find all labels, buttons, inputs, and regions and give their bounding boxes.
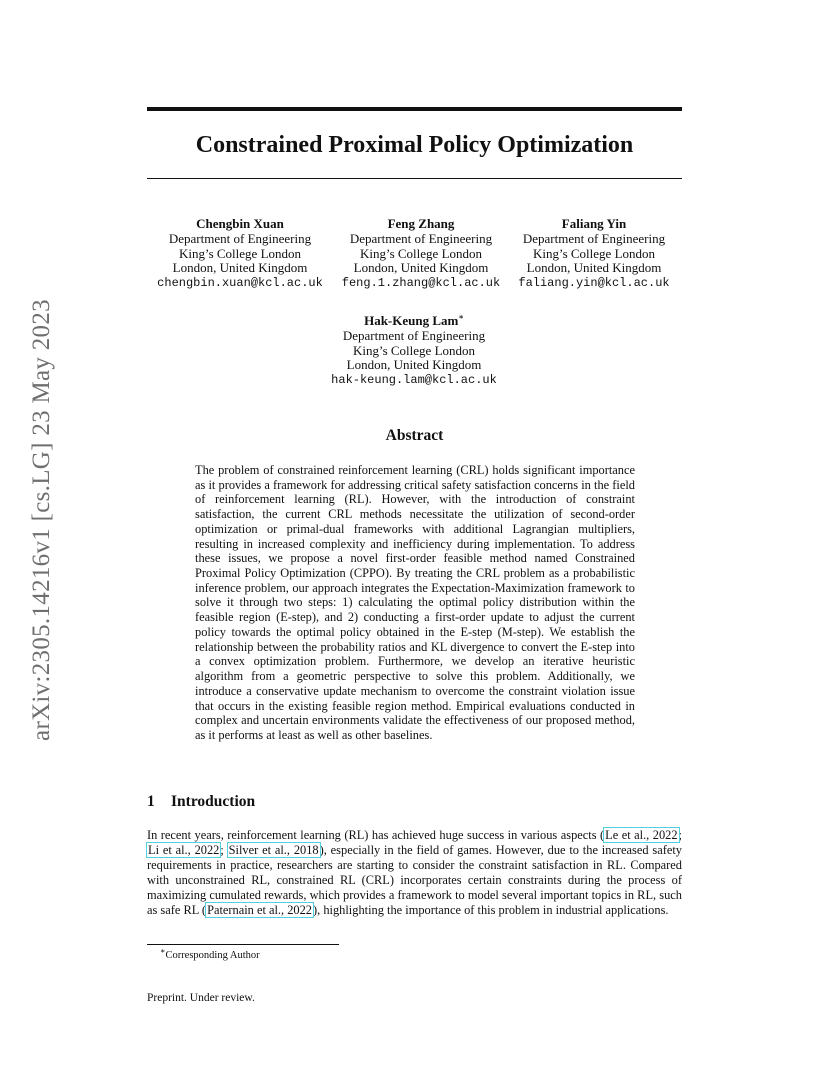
author-block bbox=[140, 217, 340, 291]
author-name: Faliang Yin bbox=[561, 216, 627, 231]
section-number: 1 bbox=[147, 793, 155, 810]
author-institution: King’s College London bbox=[178, 245, 302, 261]
author-institution: King’s College London bbox=[532, 245, 656, 261]
footnote-text: Corresponding Author bbox=[165, 950, 260, 961]
paragraph-text: ), highlighting the importance of this problem in industrial applications. bbox=[313, 902, 669, 917]
preprint-notice: Preprint. Under review. bbox=[147, 992, 255, 1004]
paragraph-text: ), especially in the field of games. However, due to the increased safety requirements in practice, researchers are starting to consider the constraint satisfaction in RL. Compared with unconstrained RL, constrained RL (CRL) incorporates certain constraints during the process of maximizing cumulated rewards, which provides a framework to model several important topics in RL, such as safe RL ( bbox=[147, 842, 682, 917]
footnote-marker: ∗ bbox=[160, 946, 166, 956]
section-heading bbox=[147, 792, 255, 812]
author-email: chengbin.xuan@kcl.ac.uk bbox=[157, 276, 323, 291]
abstract-heading: Abstract bbox=[385, 427, 444, 444]
introduction-paragraph bbox=[147, 828, 682, 917]
citation-link[interactable]: Silver et al., 2018 bbox=[228, 842, 319, 857]
abstract-text: The problem of constrained reinforcement learning (CRL) holds significant importance as it provides a framework for addressing critical safety satisfaction concerns in the field of reinforcement learning (RL). However, with the introduction of constraint satisfaction, the current CRL methods necessitate the utilization of second-order optimization or primal-dual frameworks with additional Lagrangian multipliers, resulting in increased complexity and inefficiency during implementation. To address these issues, we propose a novel first-order feasible method named Constrained Proximal Policy Optimization (CPPO). By treating the CRL problem as a probabilistic inference problem, our approach integrates the Expectation-Maximization framework to solve it through two steps: 1) calculating the optimal policy distribution within the feasible region (E-step), and 2) conducting a first-order update to adjust the current policy towards the optimal policy obtained in the E-step (M-step). We establish the relationship between the probability ratios and KL divergence to convert the E-step into a convex optimization problem. Furthermore, we develop an iterative heuristic algorithm from a geometric perspective to solve this problem. Additionally, we introduce a conservative update mechanism to overcome the constraint violation issue that occurs in the existing feasible region method. Empirical evaluations conducted in complex and uncertain environments validate the effectiveness of our proposed method, as it performs at least as well as other baselines. bbox=[195, 463, 635, 742]
citation-link[interactable]: Le et al., 2022 bbox=[605, 828, 678, 842]
paragraph-text: ; bbox=[678, 828, 682, 842]
section-title: Introduction bbox=[171, 793, 256, 810]
footnote-rule bbox=[147, 944, 339, 945]
author-department: Department of Engineering bbox=[168, 230, 312, 246]
paragraph-text: ; bbox=[220, 842, 228, 857]
arxiv-identifier-stamp bbox=[22, 280, 62, 760]
corresponding-author-marker: ∗ bbox=[458, 312, 464, 322]
author-email: faliang.yin@kcl.ac.uk bbox=[518, 276, 670, 291]
author-email: hak-keung.lam@kcl.ac.uk bbox=[331, 373, 497, 388]
footnote bbox=[160, 946, 260, 962]
author-department: Department of Engineering bbox=[522, 230, 666, 246]
paper-title: Constrained Proximal Policy Optimization bbox=[195, 132, 634, 158]
citation-link[interactable]: Li et al., 2022 bbox=[148, 842, 220, 857]
author-block bbox=[314, 314, 514, 388]
author-institution: King’s College London bbox=[359, 245, 483, 261]
author-location: London, United Kingdom bbox=[526, 260, 662, 276]
citation-link[interactable]: Paternain et al., 2022 bbox=[207, 902, 313, 917]
title-bottom-rule bbox=[147, 178, 682, 179]
author-department: Department of Engineering bbox=[349, 230, 493, 246]
author-block bbox=[494, 217, 694, 291]
author-name: Feng Zhang bbox=[387, 216, 455, 231]
author-location: London, United Kingdom bbox=[346, 357, 482, 373]
paragraph-text: In recent years, reinforcement learning (RL) has achieved huge success in various aspects ( bbox=[147, 828, 605, 842]
author-location: London, United Kingdom bbox=[353, 260, 489, 276]
arxiv-identifier-text: arXiv:2305.14216v1 [cs.LG] 23 May 2023 bbox=[28, 299, 55, 741]
author-name: Chengbin Xuan bbox=[196, 216, 284, 231]
author-block bbox=[321, 217, 521, 291]
author-name-row bbox=[314, 314, 514, 329]
author-institution: King’s College London bbox=[352, 342, 476, 358]
author-name: Hak-Keung Lam bbox=[364, 313, 459, 328]
author-department: Department of Engineering bbox=[342, 327, 486, 343]
author-email: feng.1.zhang@kcl.ac.uk bbox=[341, 276, 501, 291]
title-top-rule bbox=[147, 107, 682, 111]
author-location: London, United Kingdom bbox=[172, 260, 308, 276]
